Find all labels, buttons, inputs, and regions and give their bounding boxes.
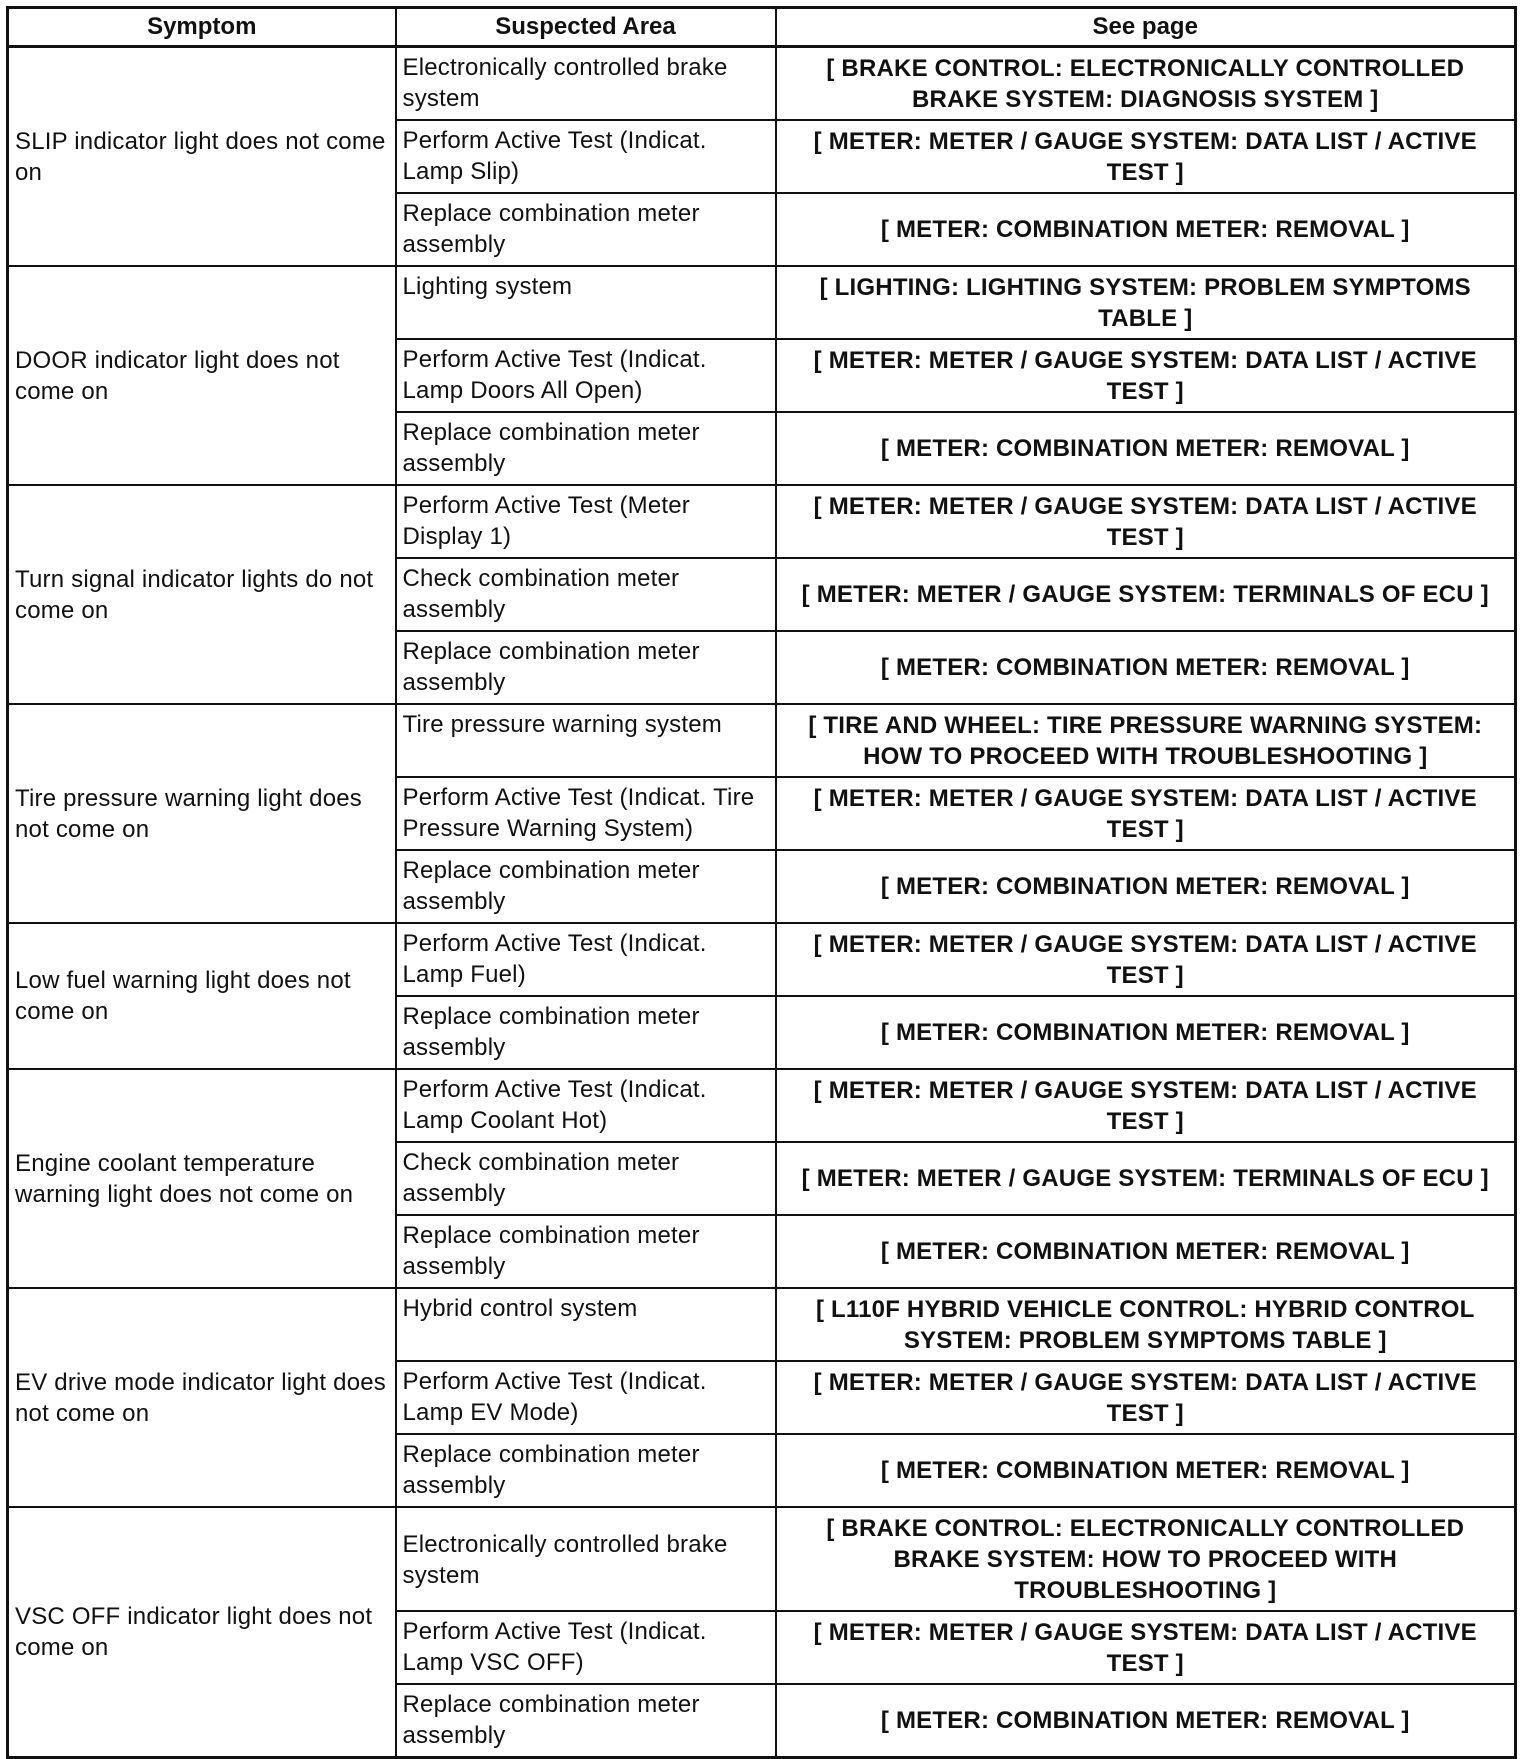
table-row bbox=[8, 266, 1516, 339]
header-suspected-area: Suspected Area bbox=[396, 8, 776, 47]
see-page-link[interactable]: [ METER: METER / GAUGE SYSTEM: DATA LIST / ACTIVE TEST ] bbox=[776, 1069, 1516, 1142]
suspected-area-cell: Replace combination meter assembly bbox=[396, 1434, 776, 1507]
suspected-area-cell: Perform Active Test (Indicat. Lamp Slip) bbox=[396, 120, 776, 193]
suspected-area-cell: Perform Active Test (Indicat. Lamp EV Mode) bbox=[396, 1361, 776, 1434]
table-row bbox=[8, 1288, 1516, 1361]
header-see-page: See page bbox=[776, 8, 1516, 47]
suspected-area-cell: Perform Active Test (Indicat. Lamp Coolant Hot) bbox=[396, 1069, 776, 1142]
table-row bbox=[8, 1507, 1516, 1611]
table-row bbox=[8, 923, 1516, 996]
suspected-area-cell: Replace combination meter assembly bbox=[396, 1684, 776, 1758]
symptom-cell: Turn signal indicator lights do not come on bbox=[8, 485, 396, 704]
suspected-area-cell: Check combination meter assembly bbox=[396, 1142, 776, 1215]
see-page-link[interactable]: [ METER: METER / GAUGE SYSTEM: DATA LIST / ACTIVE TEST ] bbox=[776, 923, 1516, 996]
suspected-area-cell: Electronically controlled brake system bbox=[396, 1507, 776, 1611]
see-page-link[interactable]: [ METER: METER / GAUGE SYSTEM: DATA LIST / ACTIVE TEST ] bbox=[776, 777, 1516, 850]
see-page-link[interactable]: [ BRAKE CONTROL: ELECTRONICALLY CONTROLLED BRAKE SYSTEM: HOW TO PROCEED WITH TROUBLESHOOTING ] bbox=[776, 1507, 1516, 1611]
symptom-cell: SLIP indicator light does not come on bbox=[8, 47, 396, 267]
table-row bbox=[8, 485, 1516, 558]
see-page-link[interactable]: [ L110F HYBRID VEHICLE CONTROL: HYBRID CONTROL SYSTEM: PROBLEM SYMPTOMS TABLE ] bbox=[776, 1288, 1516, 1361]
see-page-link[interactable]: [ METER: METER / GAUGE SYSTEM: DATA LIST / ACTIVE TEST ] bbox=[776, 1361, 1516, 1434]
suspected-area-cell: Perform Active Test (Indicat. Tire Pressure Warning System) bbox=[396, 777, 776, 850]
see-page-link[interactable]: [ METER: METER / GAUGE SYSTEM: DATA LIST / ACTIVE TEST ] bbox=[776, 120, 1516, 193]
see-page-link[interactable]: [ TIRE AND WHEEL: TIRE PRESSURE WARNING SYSTEM: HOW TO PROCEED WITH TROUBLESHOOTING ] bbox=[776, 704, 1516, 777]
suspected-area-cell: Perform Active Test (Meter Display 1) bbox=[396, 485, 776, 558]
see-page-link[interactable]: [ METER: COMBINATION METER: REMOVAL ] bbox=[776, 193, 1516, 266]
suspected-area-cell: Replace combination meter assembly bbox=[396, 850, 776, 923]
problem-symptoms-table bbox=[6, 6, 1517, 1759]
suspected-area-cell: Replace combination meter assembly bbox=[396, 193, 776, 266]
table-header bbox=[8, 8, 1516, 47]
problem-symptoms-sheet bbox=[6, 6, 1514, 1759]
symptom-cell: EV drive mode indicator light does not come on bbox=[8, 1288, 396, 1507]
see-page-link[interactable]: [ METER: COMBINATION METER: REMOVAL ] bbox=[776, 1434, 1516, 1507]
see-page-link[interactable]: [ METER: COMBINATION METER: REMOVAL ] bbox=[776, 631, 1516, 704]
see-page-link[interactable]: [ METER: METER / GAUGE SYSTEM: DATA LIST / ACTIVE TEST ] bbox=[776, 1611, 1516, 1684]
suspected-area-cell: Lighting system bbox=[396, 266, 776, 339]
suspected-area-cell: Replace combination meter assembly bbox=[396, 996, 776, 1069]
table-row bbox=[8, 704, 1516, 777]
table-body bbox=[8, 47, 1516, 1758]
header-row bbox=[8, 8, 1516, 47]
symptom-cell: VSC OFF indicator light does not come on bbox=[8, 1507, 396, 1758]
see-page-link[interactable]: [ METER: COMBINATION METER: REMOVAL ] bbox=[776, 996, 1516, 1069]
suspected-area-cell: Replace combination meter assembly bbox=[396, 412, 776, 485]
suspected-area-cell: Tire pressure warning system bbox=[396, 704, 776, 777]
suspected-area-cell: Check combination meter assembly bbox=[396, 558, 776, 631]
see-page-link[interactable]: [ BRAKE CONTROL: ELECTRONICALLY CONTROLLED BRAKE SYSTEM: DIAGNOSIS SYSTEM ] bbox=[776, 47, 1516, 121]
table-row bbox=[8, 47, 1516, 121]
see-page-link[interactable]: [ METER: METER / GAUGE SYSTEM: DATA LIST / ACTIVE TEST ] bbox=[776, 339, 1516, 412]
suspected-area-cell: Perform Active Test (Indicat. Lamp Fuel) bbox=[396, 923, 776, 996]
suspected-area-cell: Hybrid control system bbox=[396, 1288, 776, 1361]
header-symptom: Symptom bbox=[8, 8, 396, 47]
see-page-link[interactable]: [ METER: COMBINATION METER: REMOVAL ] bbox=[776, 1684, 1516, 1758]
suspected-area-cell: Perform Active Test (Indicat. Lamp VSC OFF) bbox=[396, 1611, 776, 1684]
symptom-cell: DOOR indicator light does not come on bbox=[8, 266, 396, 485]
suspected-area-cell: Replace combination meter assembly bbox=[396, 1215, 776, 1288]
symptom-cell: Engine coolant temperature warning light does not come on bbox=[8, 1069, 396, 1288]
see-page-link[interactable]: [ METER: COMBINATION METER: REMOVAL ] bbox=[776, 850, 1516, 923]
see-page-link[interactable]: [ LIGHTING: LIGHTING SYSTEM: PROBLEM SYMPTOMS TABLE ] bbox=[776, 266, 1516, 339]
suspected-area-cell: Perform Active Test (Indicat. Lamp Doors All Open) bbox=[396, 339, 776, 412]
symptom-cell: Tire pressure warning light does not come on bbox=[8, 704, 396, 923]
table-row bbox=[8, 1069, 1516, 1142]
see-page-link[interactable]: [ METER: COMBINATION METER: REMOVAL ] bbox=[776, 1215, 1516, 1288]
symptom-cell: Low fuel warning light does not come on bbox=[8, 923, 396, 1069]
see-page-link[interactable]: [ METER: METER / GAUGE SYSTEM: TERMINALS OF ECU ] bbox=[776, 1142, 1516, 1215]
see-page-link[interactable]: [ METER: METER / GAUGE SYSTEM: TERMINALS OF ECU ] bbox=[776, 558, 1516, 631]
see-page-link[interactable]: [ METER: COMBINATION METER: REMOVAL ] bbox=[776, 412, 1516, 485]
suspected-area-cell: Electronically controlled brake system bbox=[396, 47, 776, 121]
see-page-link[interactable]: [ METER: METER / GAUGE SYSTEM: DATA LIST / ACTIVE TEST ] bbox=[776, 485, 1516, 558]
suspected-area-cell: Replace combination meter assembly bbox=[396, 631, 776, 704]
